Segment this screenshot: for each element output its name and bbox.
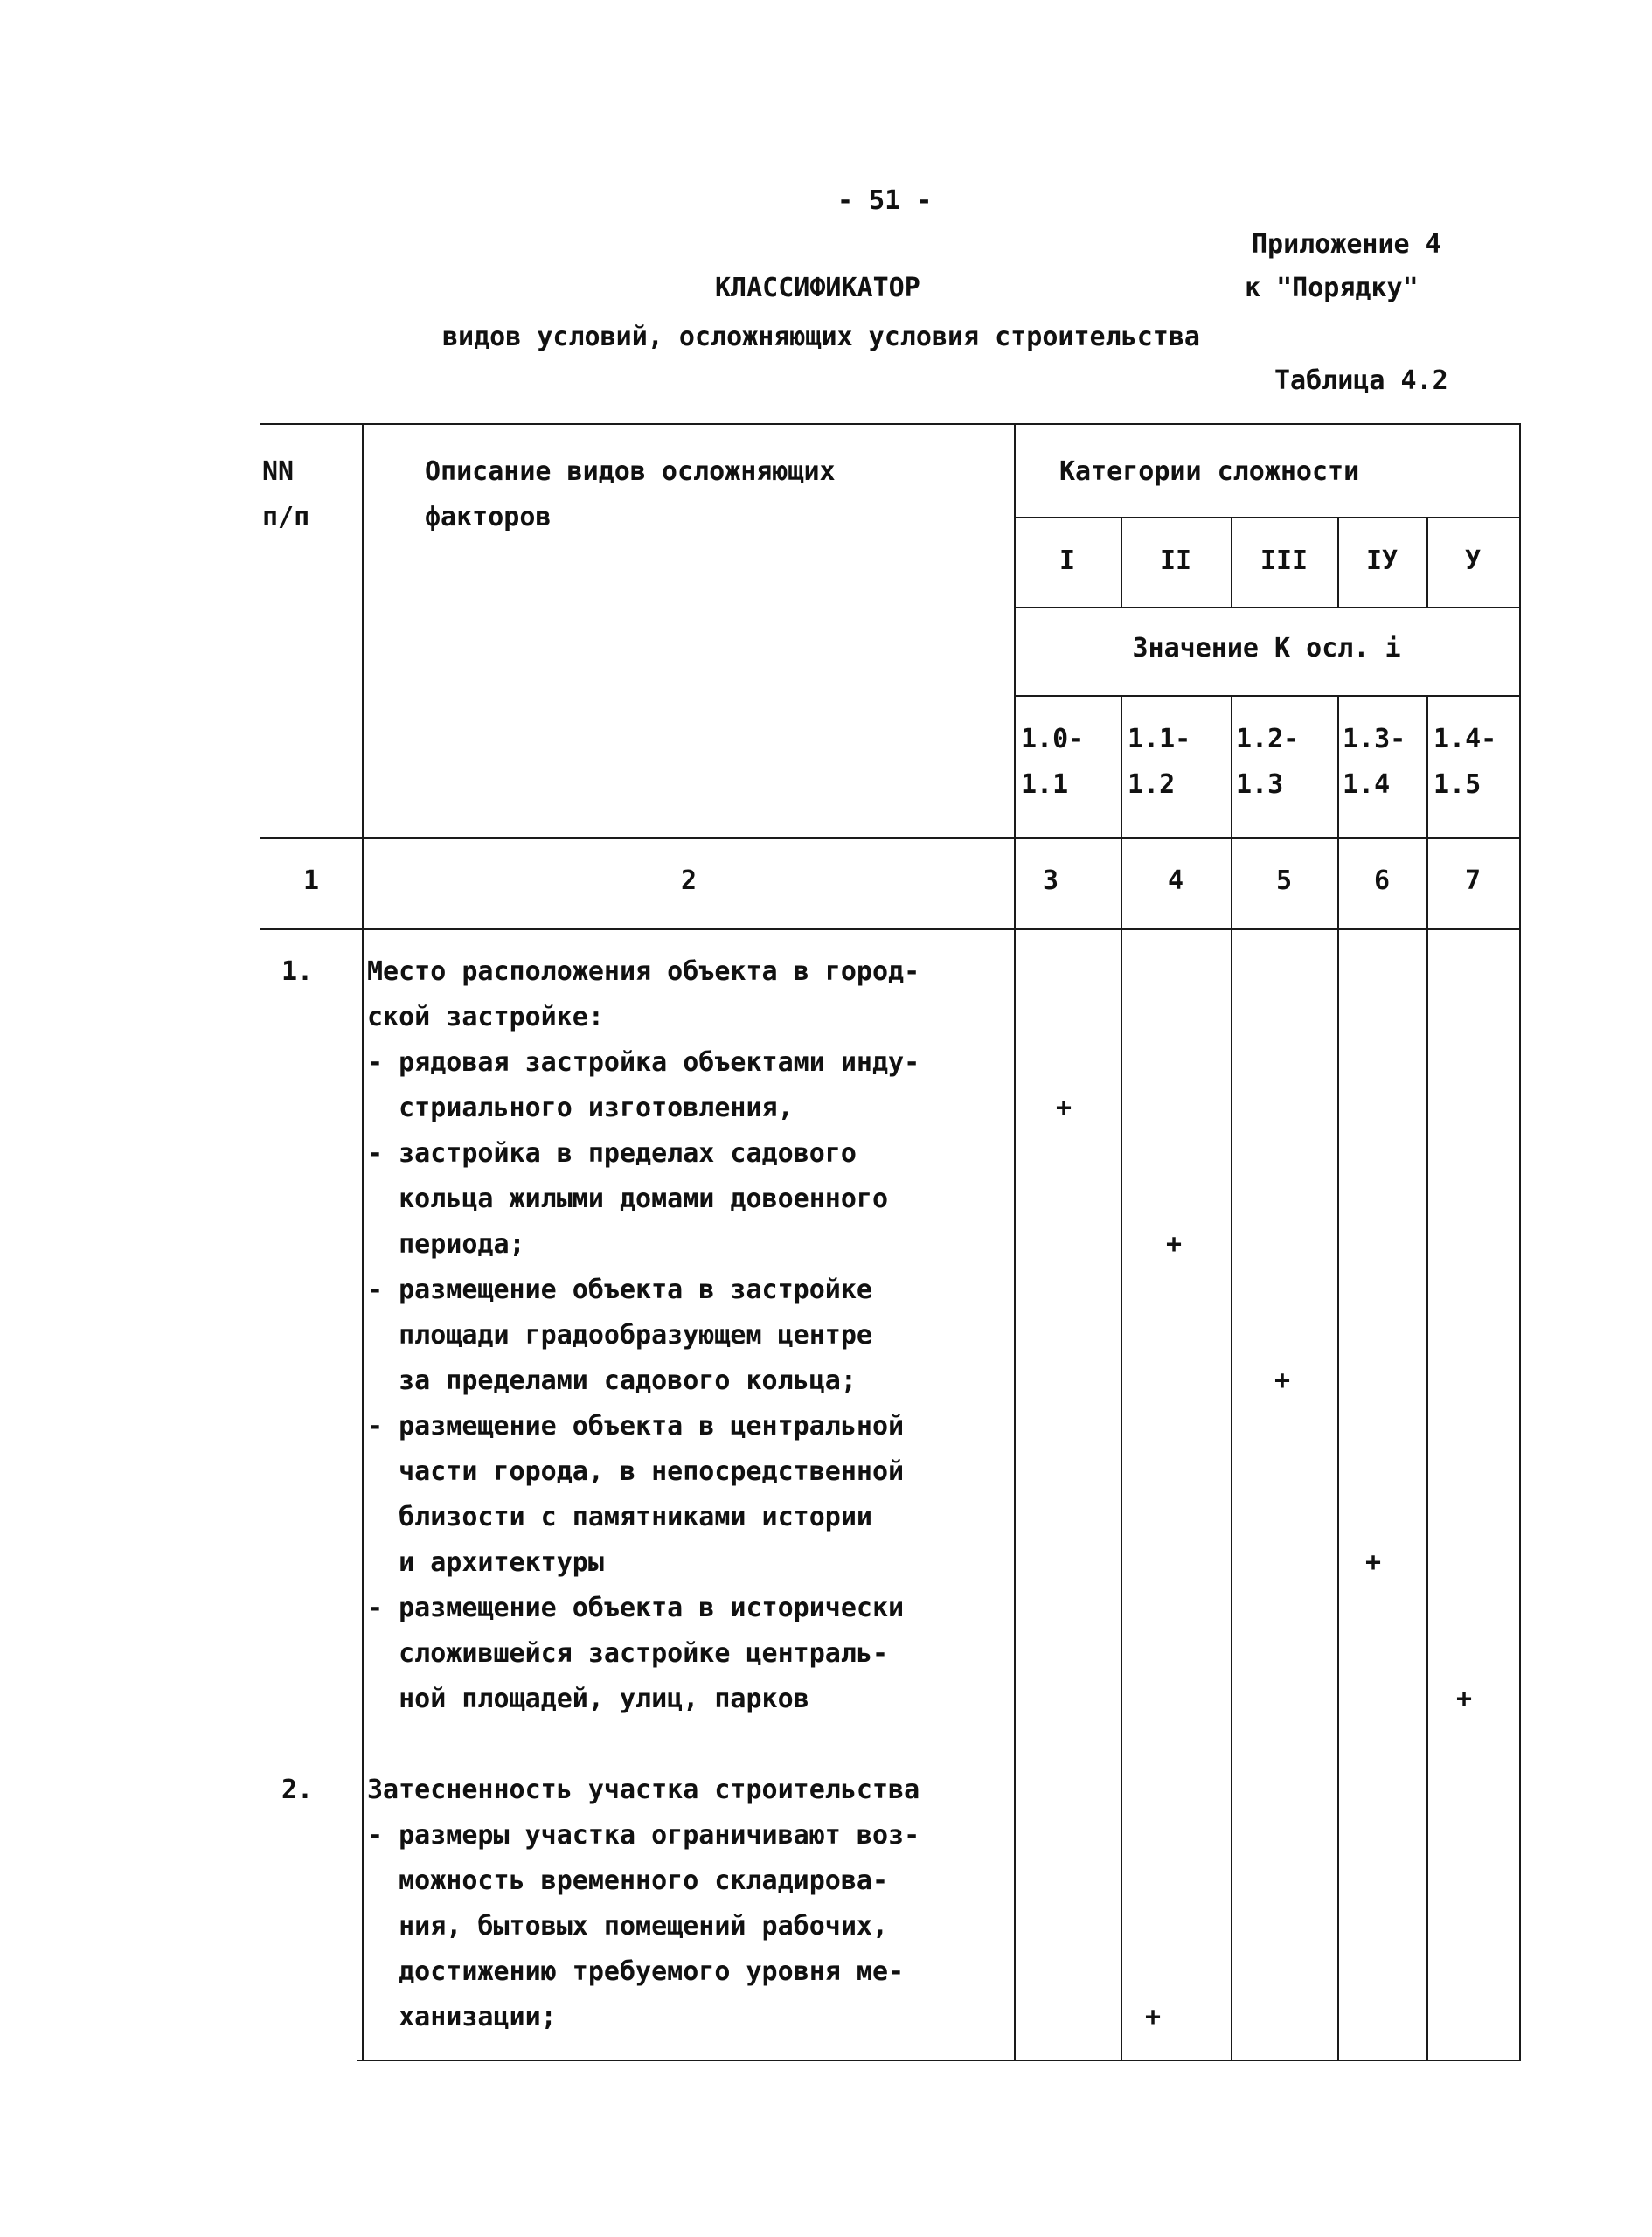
row-description-line: - застройка в пределах садового bbox=[367, 1138, 857, 1169]
range-top-5: 1.4- bbox=[1433, 724, 1497, 754]
categories-divider bbox=[1014, 517, 1521, 518]
row-number: 1. bbox=[281, 956, 314, 987]
category-name-4: IУ bbox=[1365, 545, 1399, 576]
row-description-line: стриального изготовления, bbox=[367, 1093, 794, 1123]
row-description-line: части города, в непосредственной bbox=[367, 1456, 905, 1487]
range-top-2: 1.1- bbox=[1128, 724, 1191, 754]
document-subtitle: видов условий, осложняющих условия строительства bbox=[442, 322, 1200, 352]
category-mark: + bbox=[1166, 1229, 1183, 1260]
row-description-line: за пределами садового кольца; bbox=[367, 1365, 857, 1396]
column-number-1: 1 bbox=[302, 865, 320, 896]
column-number-6: 6 bbox=[1373, 865, 1391, 896]
header-nn-line-1: NN bbox=[262, 456, 295, 487]
row-description-line: можность временного складирова- bbox=[367, 1865, 889, 1896]
column-divider-cat-2-lower bbox=[1231, 695, 1232, 2061]
column-divider-cat-1-lower bbox=[1121, 695, 1122, 2061]
category-mark: + bbox=[1056, 1093, 1072, 1123]
header-bottom-border bbox=[260, 837, 1521, 839]
column-number-7: 7 bbox=[1464, 865, 1482, 896]
header-description-line-1: Описание видов осложняющих bbox=[425, 456, 836, 487]
category-name-3: III bbox=[1260, 545, 1308, 576]
row-description-line: - размеры участка ограничивают воз- bbox=[367, 1820, 920, 1851]
row-description-line: ния, бытовых помещений рабочих, bbox=[367, 1911, 889, 1942]
column-divider-cat-4-lower bbox=[1426, 695, 1428, 2061]
range-top-4: 1.3- bbox=[1343, 724, 1406, 754]
row-description-line: и архитектуры bbox=[367, 1547, 604, 1578]
row-description-line: Затесненность участка строительства bbox=[367, 1775, 920, 1805]
row-description-line: кольца жилыми домами довоенного bbox=[367, 1184, 889, 1214]
column-numbers-bottom-border bbox=[260, 928, 1521, 930]
appendix-line-2: к "Порядку" bbox=[1245, 273, 1419, 303]
range-top-3: 1.2- bbox=[1236, 724, 1300, 754]
row-description-line: площади градообразующем центре bbox=[367, 1320, 872, 1351]
row-description-line: ской застройке: bbox=[367, 1002, 604, 1032]
header-nn-line-2: п/п bbox=[262, 502, 310, 532]
table-bottom-border bbox=[357, 2060, 1521, 2061]
column-divider-cat-3-lower bbox=[1337, 695, 1339, 2061]
column-number-3: 3 bbox=[1042, 865, 1059, 896]
column-divider-nn bbox=[362, 423, 364, 2061]
row-description-line: - размещение объекта в застройке bbox=[367, 1275, 872, 1305]
header-value-title: Значение К осл. i bbox=[1132, 633, 1401, 663]
category-mark: + bbox=[1145, 2002, 1162, 2032]
column-number-2: 2 bbox=[680, 865, 698, 896]
appendix-line-1: Приложение 4 bbox=[1252, 229, 1441, 260]
row-number: 2. bbox=[281, 1775, 314, 1805]
column-divider-description bbox=[1014, 423, 1016, 2061]
table-label: Таблица 4.2 bbox=[1274, 365, 1448, 396]
header-description-line-2: факторов bbox=[425, 502, 552, 532]
range-bottom-2: 1.2 bbox=[1128, 769, 1176, 800]
category-mark: + bbox=[1274, 1365, 1291, 1396]
row-description-line: - рядовая застройка объектами инду- bbox=[367, 1047, 920, 1078]
row-description-line: периода; bbox=[367, 1229, 525, 1260]
value-title-divider bbox=[1014, 695, 1521, 697]
category-name-5: У bbox=[1464, 545, 1482, 576]
column-number-5: 5 bbox=[1275, 865, 1293, 896]
range-bottom-1: 1.1 bbox=[1021, 769, 1069, 800]
column-number-4: 4 bbox=[1167, 865, 1184, 896]
header-categories-title: Категории сложности bbox=[1059, 456, 1360, 487]
category-mark: + bbox=[1456, 1684, 1473, 1714]
row-description-line: - размещение объекта в исторически bbox=[367, 1593, 905, 1623]
row-description-line: достижению требуемого уровня ме- bbox=[367, 1956, 905, 1987]
category-mark: + bbox=[1365, 1547, 1382, 1578]
range-bottom-3: 1.3 bbox=[1236, 769, 1284, 800]
row-description-line: сложившейся застройке централь- bbox=[367, 1638, 889, 1669]
row-description-line: близости с памятниками истории bbox=[367, 1502, 872, 1532]
page-number: - 51 - bbox=[837, 185, 933, 216]
table-top-border bbox=[260, 423, 1521, 425]
category-name-2: II bbox=[1159, 545, 1192, 576]
range-bottom-5: 1.5 bbox=[1433, 769, 1482, 800]
row-description-line: ной площадей, улиц, парков bbox=[367, 1684, 809, 1714]
category-names-divider bbox=[1014, 607, 1521, 608]
row-description-line: ханизации; bbox=[367, 2002, 557, 2032]
row-description-line: - размещение объекта в центральной bbox=[367, 1411, 905, 1442]
category-name-1: I bbox=[1059, 545, 1076, 576]
row-description-line: Место расположения объекта в город- bbox=[367, 956, 920, 987]
document-title: КЛАССИФИКАТОР bbox=[715, 273, 920, 303]
table-right-border bbox=[1519, 423, 1521, 2061]
range-bottom-4: 1.4 bbox=[1343, 769, 1391, 800]
range-top-1: 1.0- bbox=[1021, 724, 1085, 754]
